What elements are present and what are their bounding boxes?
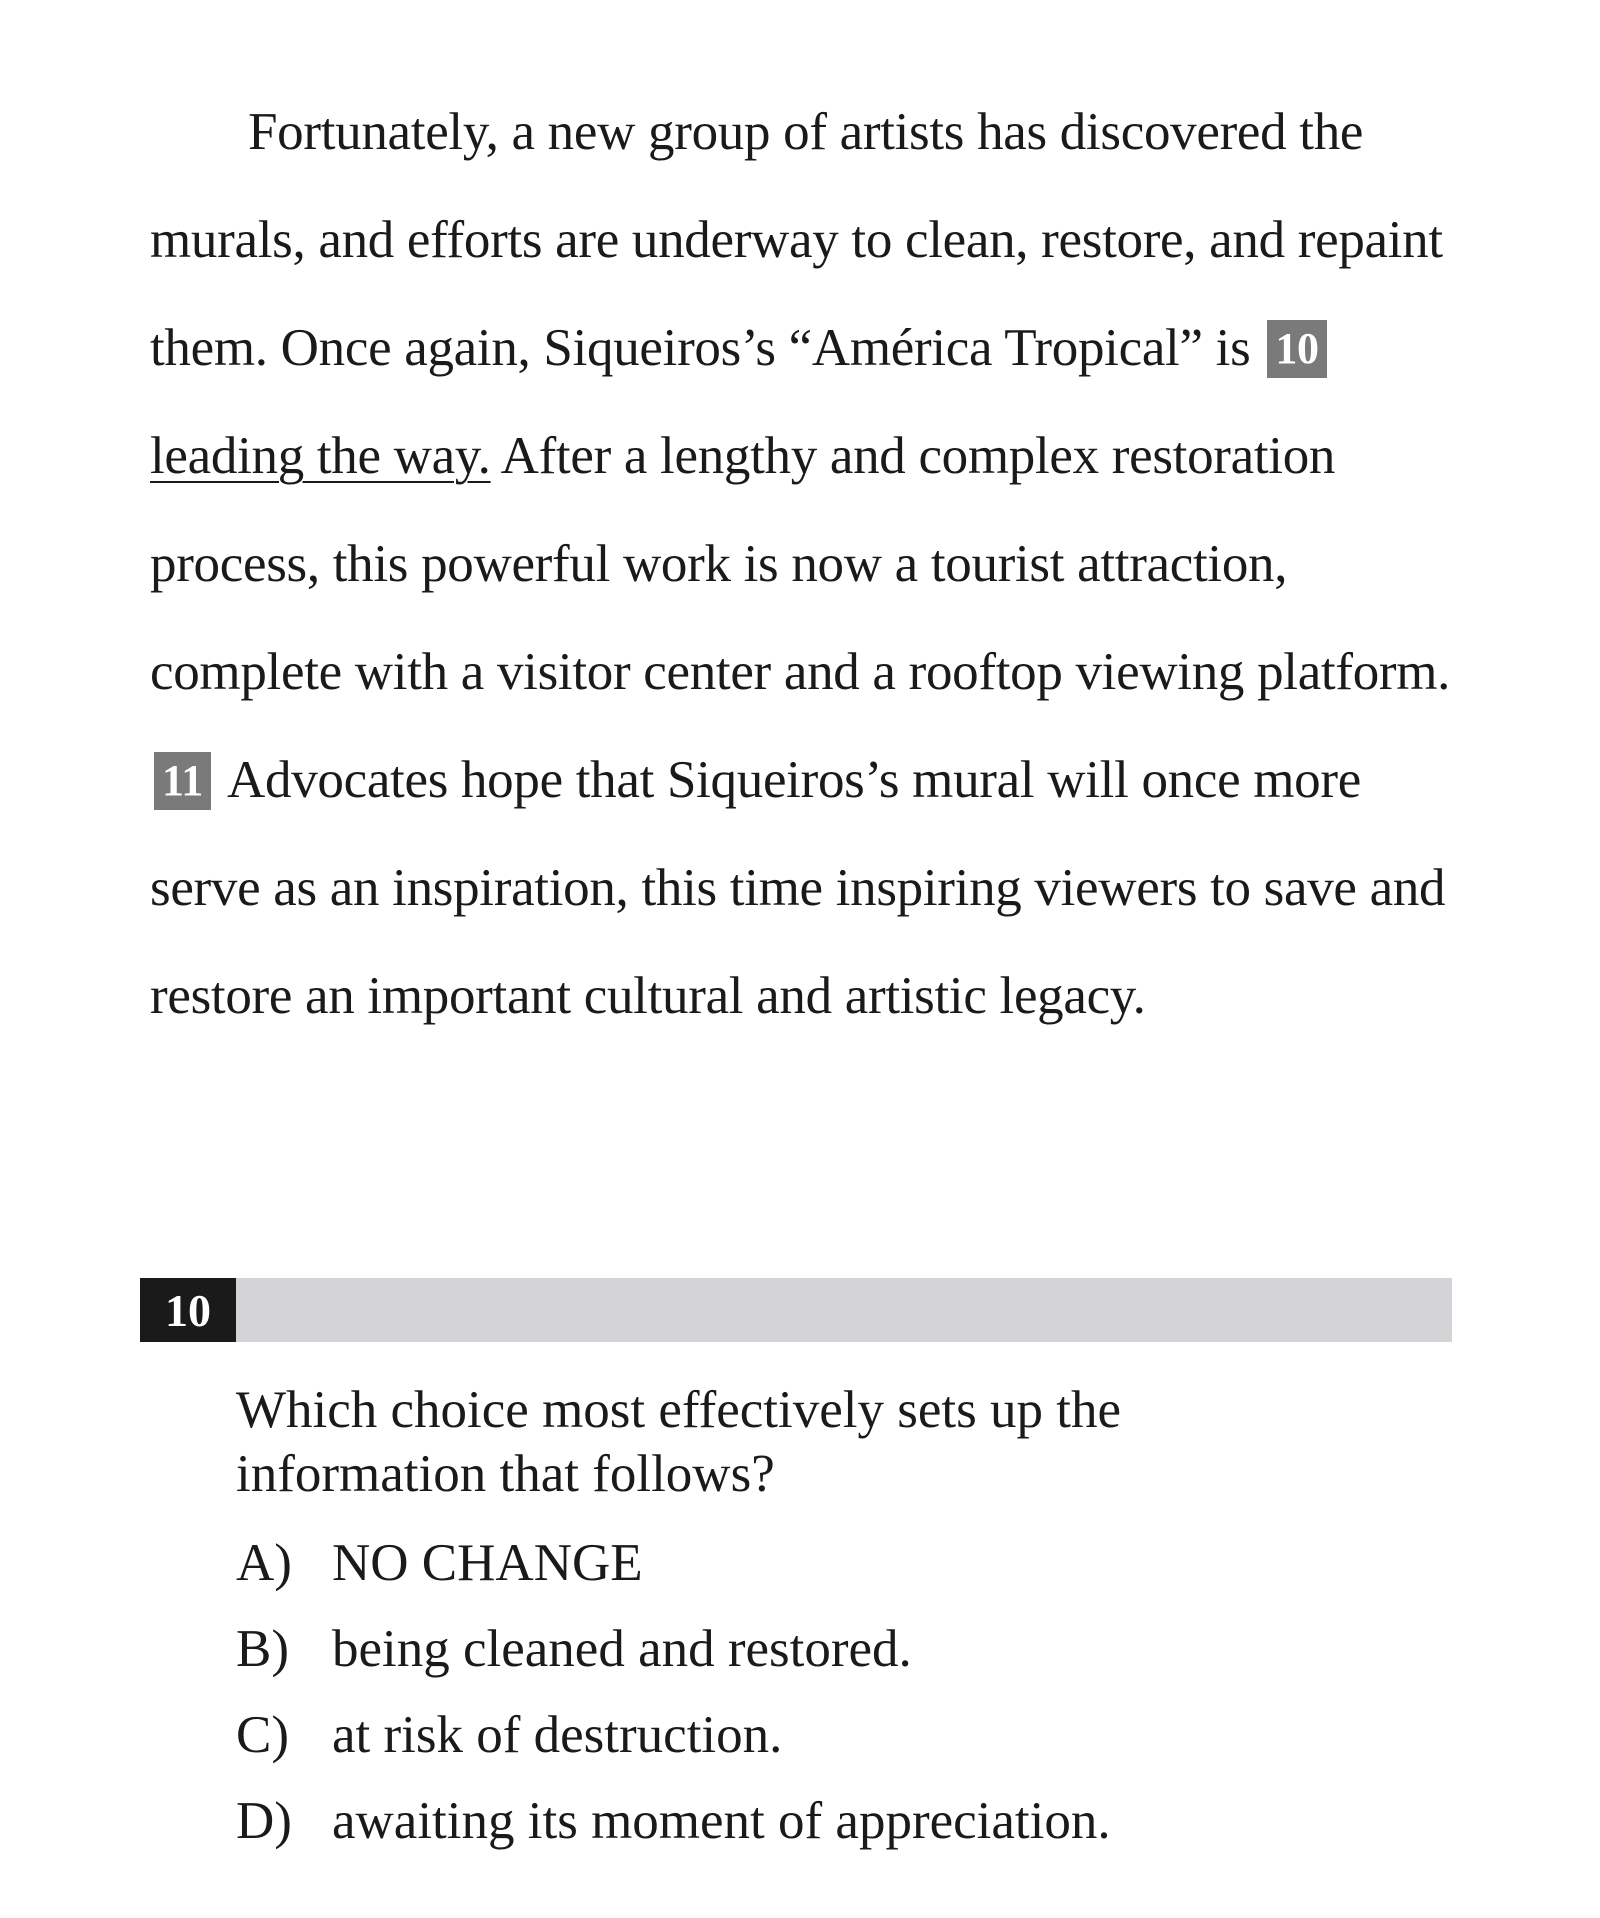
choice-text: NO CHANGE [332, 1534, 643, 1592]
question-block [236, 1378, 1236, 1864]
question-11-marker[interactable]: 11 [154, 752, 211, 810]
passage-text-middle: After a lengthy and complex restoration process, this powerful work is now a tourist attraction, complete with a visitor center and a rooftop viewing platform. [150, 427, 1451, 701]
answer-choice-a[interactable] [236, 1520, 1236, 1606]
passage-paragraph [150, 78, 1470, 1050]
choice-text: awaiting its moment of appreciation. [332, 1792, 1111, 1850]
choice-letter: C) [236, 1706, 289, 1764]
passage-text-before-q10: Fortunately, a new group of artists has discovered the murals, and efforts are underway to clean, restore, and repaint them. Once again, Siqueiros’s “América Tropical” is [150, 103, 1443, 377]
passage [150, 78, 1470, 1050]
question-number: 10 [140, 1278, 236, 1342]
choice-letter: D) [236, 1792, 292, 1850]
answer-choice-d[interactable] [236, 1778, 1236, 1864]
underlined-phrase[interactable]: leading the way. [150, 427, 491, 485]
choice-letter: B) [236, 1620, 289, 1678]
question-header-bar [140, 1278, 1452, 1342]
question-10-marker[interactable]: 10 [1267, 320, 1326, 378]
question-stem: Which choice most effectively sets up the information that follows? [236, 1381, 1122, 1503]
choice-letter: A) [236, 1534, 292, 1592]
passage-text-after-q11: Advocates hope that Siqueiros’s mural will once more serve as an inspiration, this time inspiring viewers to save and restore an important cultural and artistic legacy. [150, 751, 1446, 1025]
choice-text: at risk of destruction. [332, 1706, 783, 1764]
answer-choice-c[interactable] [236, 1692, 1236, 1778]
answer-choice-b[interactable] [236, 1606, 1236, 1692]
choice-text: being cleaned and restored. [332, 1620, 912, 1678]
